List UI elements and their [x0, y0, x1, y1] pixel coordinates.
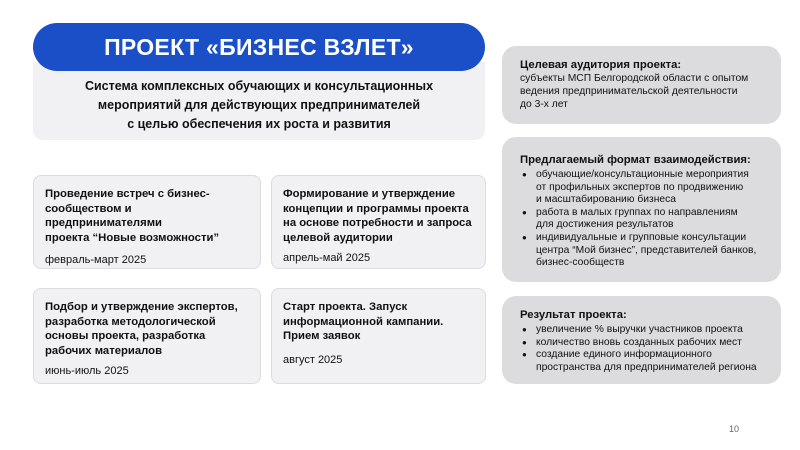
- result-list: [520, 324, 769, 374]
- stage-card-1: [33, 175, 261, 269]
- stage-date: июнь-июль 2025: [45, 365, 129, 377]
- list-item: ● индивидуальные и групповые консультации центра “Мой бизнес”, представителей банков, бизнес-сообществ: [520, 232, 769, 270]
- page-title: ПРОЕКТ «БИЗНЕС ВЗЛЕТ»: [104, 33, 414, 60]
- format-panel: [502, 137, 781, 282]
- format-heading: Предлагаемый формат взаимодействия:: [520, 154, 751, 166]
- list-item: ● работа в малых группах по направлениям для достижения результатов: [520, 207, 769, 232]
- stage-date: август 2025: [283, 353, 343, 366]
- audience-heading: Целевая аудитория проекта:: [520, 59, 682, 71]
- subtitle-line: с целью обеспечения их роста и развития: [127, 117, 391, 131]
- subtitle-line: мероприятий для действующих предпринимателей: [97, 98, 421, 112]
- result-heading: Результат проекта:: [520, 309, 627, 321]
- list-item: ● создание единого информационного пространства для предпринимателей региона: [520, 349, 769, 374]
- audience-text: субъекты МСП Белгородской области с опытом ведения предпринимательской деятельности до 3-х лет: [520, 73, 749, 110]
- stage-card-4: [271, 288, 486, 384]
- stage-title: Старт проекта. Запуск информационной кампании. Прием заявок: [283, 301, 444, 342]
- page-number: 10: [729, 424, 740, 434]
- stage-title: Формирование и утверждение концепции и программы проекта на основе потребности и запроса целевой аудитории: [283, 188, 472, 244]
- list-item: ● увеличение % выручки участников проекта: [520, 324, 769, 337]
- title-banner: [33, 23, 485, 71]
- list-item: ● обучающие/консультационные мероприятия от профильных экспертов по продвижению и масштабированию бизнеса: [520, 169, 769, 207]
- stage-title: Подбор и утверждение экспертов, разработка методологической основы проекта, разработка рабочих материалов: [45, 301, 238, 357]
- subtitle-panel: [33, 62, 485, 140]
- format-list: [520, 169, 769, 270]
- list-item: ● количество вновь созданных рабочих мест: [520, 337, 769, 350]
- stage-card-2: [271, 175, 486, 269]
- stage-title: Проведение встреч с бизнес- сообществом и предпринимателями проекта “Новые возможности”: [45, 188, 220, 244]
- stage-card-3: [33, 288, 261, 384]
- subtitle-line: Система комплексных обучающих и консультационных: [84, 79, 434, 93]
- result-panel: [502, 296, 781, 384]
- stage-date: февраль-март 2025: [45, 254, 147, 266]
- audience-panel: [502, 46, 781, 124]
- stage-date: апрель-май 2025: [283, 252, 371, 264]
